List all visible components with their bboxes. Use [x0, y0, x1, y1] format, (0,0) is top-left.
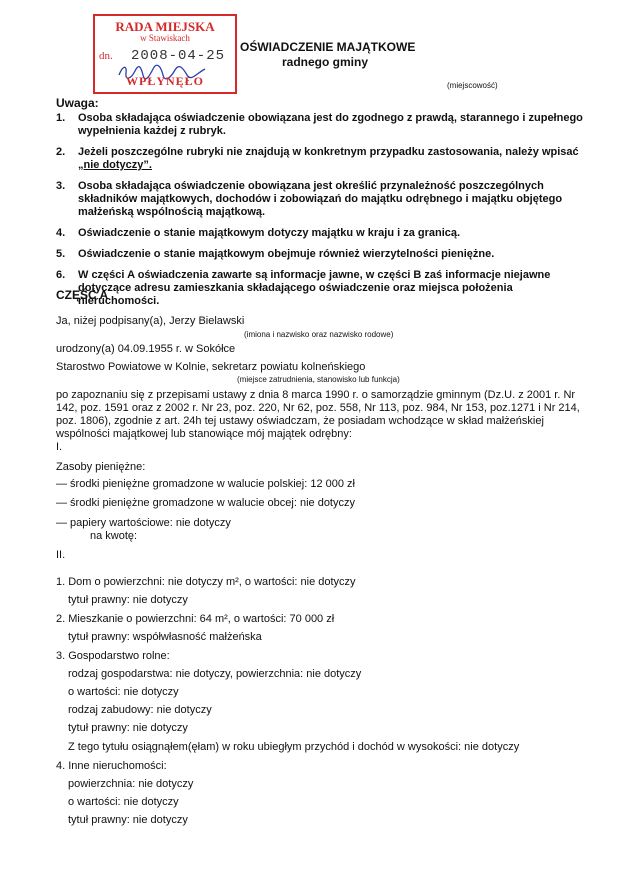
house-title: tytuł prawny: nie dotyczy	[68, 594, 188, 606]
note-item	[56, 146, 596, 172]
note-number: 4.	[56, 227, 66, 239]
notes-heading: Uwaga:	[56, 96, 99, 110]
cash-pln: — środki pieniężne gromadzone w walucie polskiej: 12 000 zł	[56, 478, 355, 490]
note-number: 2.	[56, 146, 66, 158]
note-item	[56, 248, 596, 261]
note-text: Osoba składająca oświadczenie obowiązana jest określić przynależność poszczególnych składników majątkowych, dochodów i zobowiązań do majątku odrębnego i majątku objętego małżeńską wspólnością majątkową.	[78, 180, 563, 218]
note-text: Oświadczenie o stanie majątkowym dotyczy majątku w kraju i za granicą.	[78, 227, 461, 239]
notes-list	[56, 112, 596, 316]
note-number: 5.	[56, 248, 66, 260]
note-text: Oświadczenie o stanie majątkowym obejmuje również wierzytelności pieniężne.	[78, 248, 495, 260]
securities-amount: na kwotę:	[90, 530, 138, 542]
employment-caption: (miejsce zatrudnienia, stanowisko lub funkcja)	[237, 375, 400, 384]
stamp-council-name: RADA MIEJSKA	[115, 19, 215, 34]
farm-income: Z tego tytułu osiągnąłem(ęłam) w roku ubiegłym przychód i dochód w wysokości: nie dotyczy	[68, 741, 520, 753]
farm-line: 3. Gospodarstwo rolne:	[56, 650, 170, 662]
farm-type: rodzaj gospodarstwa: nie dotyczy, powierzchnia: nie dotyczy	[68, 668, 362, 680]
stamp-town: w Stawiskach	[140, 33, 190, 43]
flat-title: tytuł prawny: współwłasność małżeńska	[68, 631, 262, 643]
note-item	[56, 180, 596, 219]
note-item	[56, 269, 596, 308]
note-text: W części A oświadczenia zawarte są informacje jawne, w części B zaś informacje niejawne dotyczące adresu zamieszkania składającego oświadczenie oraz miejsca położenia nieruchomości.	[78, 269, 551, 307]
farm-title: tytuł prawny: nie dotyczy	[68, 722, 188, 734]
cash-foreign: — środki pieniężne gromadzone w walucie obcej: nie dotyczy	[56, 497, 355, 509]
house-line: 1. Dom o powierzchni: nie dotyczy m², o wartości: nie dotyczy	[56, 576, 356, 588]
farm-value: o wartości: nie dotyczy	[68, 686, 179, 698]
stamp-received: WPŁYNĘŁO	[125, 74, 204, 88]
cash-heading: Zasoby pieniężne:	[56, 461, 146, 473]
note-text: Osoba składająca oświadczenie obowiązana jest do zgodnego z prawdą, starannego i zupełnego wypełnienia każdej z rubryk.	[78, 112, 583, 137]
stamp-date: 2008-04-25	[131, 48, 226, 64]
note-item	[56, 112, 596, 138]
flat-line: 2. Mieszkanie o powierzchni: 64 m², o wartości: 70 000 zł	[56, 613, 335, 625]
other-area: powierzchnia: nie dotyczy	[68, 778, 194, 790]
birth-line: urodzony(a) 04.09.1955 r. w Sokółce	[56, 343, 236, 355]
farm-buildings: rodzaj zabudowy: nie dotyczy	[68, 704, 212, 716]
declarant-line: Ja, niżej podpisany(a), Jerzy Bielawski	[56, 315, 245, 327]
received-stamp	[93, 14, 237, 94]
document-title: OŚWIADCZENIE MAJĄTKOWE	[240, 40, 416, 54]
section-2-roman: II.	[56, 549, 66, 561]
other-property-line: 4. Inne nieruchomości:	[56, 760, 167, 772]
note-text: Jeżeli poszczególne rubryki nie znajdują w konkretnym przypadku zastosowania, należy wpisać	[78, 146, 579, 158]
declarant-caption: (imiona i nazwisko oraz nazwisko rodowe)	[244, 330, 394, 339]
other-value: o wartości: nie dotyczy	[68, 796, 179, 808]
legal-paragraph: po zapoznaniu się z przepisami ustawy z dnia 8 marca 1990 r. o samorządzie gminnym (Dz.U. z 2001 r. Nr 142, poz. 1591 oraz z 2002 r. Nr 23, poz. 220, Nr 62, poz. 558, Nr 113, poz. 984, Nr 153, poz.1271 i Nr 214, poz. 1806), zgodnie z art. 24h tej ustawy oświadczam, że posiadam wchodzące w skład małżeńskiej wspólności majątkowej lub stanowiące mój majątek odrębny:	[56, 389, 580, 440]
employment-line: Starostwo Powiatowe w Kolnie, sekretarz powiatu kolneńskiego	[56, 361, 366, 373]
part-a-heading: CZĘŚĆ A	[56, 288, 109, 302]
other-title: tytuł prawny: nie dotyczy	[68, 814, 188, 826]
note-emphasis: „nie dotyczy”.	[78, 159, 152, 171]
note-number: 1.	[56, 112, 66, 124]
document-subtitle: radnego gminy	[282, 55, 369, 69]
note-number: 3.	[56, 180, 66, 192]
note-number: 6.	[56, 269, 66, 281]
securities-line: — papiery wartościowe: nie dotyczy	[56, 517, 231, 529]
note-item	[56, 227, 596, 240]
place-caption: (miejscowość)	[447, 81, 498, 90]
stamp-dn-label: dn.	[99, 50, 113, 62]
section-1-roman: I.	[56, 441, 63, 453]
